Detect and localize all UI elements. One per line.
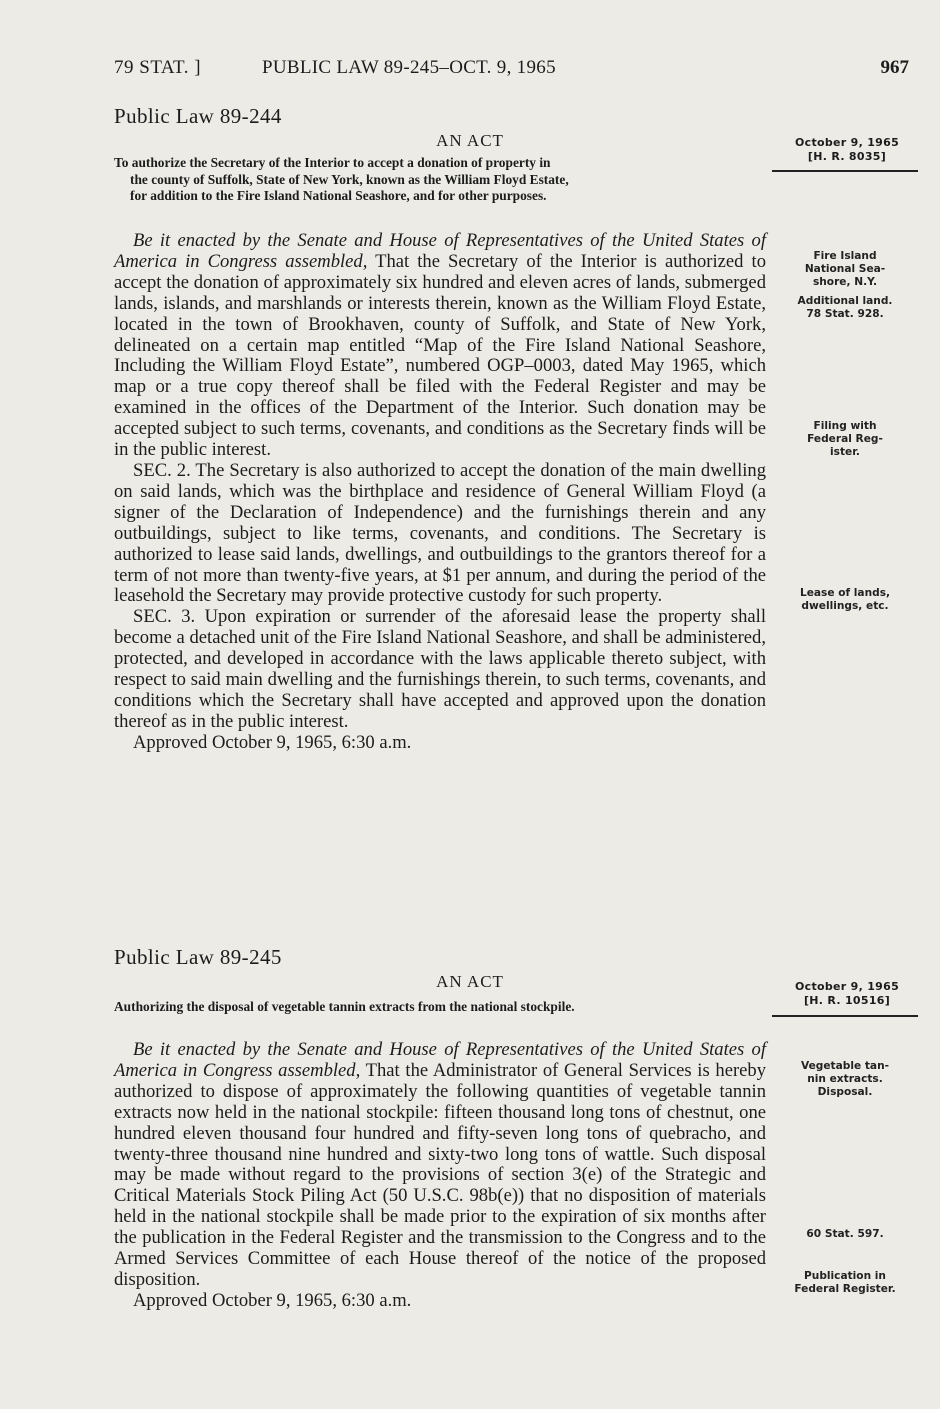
law1-purpose xyxy=(114,155,766,205)
running-header xyxy=(114,57,909,87)
law2-date-rule xyxy=(772,1015,918,1017)
law2-an-act: AN ACT xyxy=(436,972,504,991)
law1-section-1-text: That the Secretary of the Interior is authorized to accept the donation of approximately six hundred and eleven acres of lands, submerged lands, islands, and marshlands or interests therein, known as the William Floyd Estate, located in the town of Brookhaven, county of Suffolk, and State of New York, delineated on a certain map entitled “Map of the Fire Island National Seashore, Including the William Floyd Estate”, numbered OGP–0003, dated May 1965, which map or a true copy thereof shall be filed with the Federal Register and may be examined in the offices of the Department of the Interior. Such donation may be accepted subject to such terms, covenants, and conditions as the Secretary finds will be in the public interest. xyxy=(114,250,767,461)
law2-approved: Approved October 9, 1965, 6:30 a.m. xyxy=(133,1289,412,1311)
law2-title: Public Law 89-245 xyxy=(114,945,282,969)
note-additional-land: Additional land. 78 Stat. 928. xyxy=(797,295,893,320)
volume-reference: 79 STAT. ] xyxy=(114,57,202,78)
law2-enacting-clause: Be it enacted by the Senate and House of Representatives of the United States of America in Congress assembled, xyxy=(114,1039,766,1081)
law1-enacting-clause: Be it enacted by the Senate and House of Representatives of the United States of America in Congress assembled, xyxy=(114,230,766,272)
law1-section-2: SEC. 2. The Secretary is also authorized to accept the donation of the main dwelling on said lands, which was the birthplace and residence of General William Floyd (a signer of the Declaration of Independence) and the furnishings therein and any outbuildings, subject to like terms, covenants, and conditions. The Secretary is authorized to lease said lands, dwellings, and outbuildings to the grantors thereof for a term of not more than twenty-five years, at $1 per annum, and during the period of the leasehold the Secretary may provide protective custody for such property. xyxy=(114,459,766,607)
page-number: 967 xyxy=(880,57,909,78)
law1-approved: Approved October 9, 1965, 6:30 a.m. xyxy=(133,731,412,753)
note-fire-island: Fire Island National Sea- shore, N.Y. xyxy=(804,250,886,288)
law1-an-act: AN ACT xyxy=(436,131,504,150)
law2-section-text: That the Administrator of General Services is hereby authorized to dispose of approximately the following quantities of vegetable tannin extracts now held in the national stockpile: fifteen thousand long tons of chestnut, one hundred eleven thousand four hundred and fifty-seven long tons of quebracho, and twenty-three thousand nine hundred and sixty-two long tons of wattle. Such disposal may be made without regard to the provisions of section 3(e) of the Strategic and Critical Materials Stock Piling Act (50 U.S.C. 98b(e)) that no disposition of materials held in the national stockpile shall be made prior to the expiration of six months after the publication in the Federal Register and the transmission to the Congress and to the Armed Services Committee of each House thereof of the notice of the proposed disposition. xyxy=(114,1059,766,1290)
law1-date: October 9, 1965 xyxy=(794,136,900,149)
law1-section-1 xyxy=(114,231,766,461)
law1-purpose-line: To authorize the Secretary of the Interior to accept a donation of property in xyxy=(114,155,551,170)
law1-bill-number: [H. R. 8035] xyxy=(807,150,887,163)
law1-section-3: SEC. 3. Upon expiration or surrender of the aforesaid lease the property shall become a detached unit of the Fire Island National Seashore, and shall be administered, protected, and developed in accordance with the laws applicable thereto subject, with respect to said main dwelling and the furnishings therein, to such terms, covenants, and conditions which the Secretary shall have accepted and approved upon the donation thereof as in the public interest. xyxy=(114,606,766,732)
law2-body xyxy=(114,1040,766,1312)
note-60-stat: 60 Stat. 597. xyxy=(806,1228,884,1240)
law2-purpose: Authorizing the disposal of vegetable tannin extracts from the national stockpile. xyxy=(114,999,575,1014)
law1-purpose-line: for addition to the Fire Island National Seashore, and for other purposes. xyxy=(130,188,547,203)
law2-date: October 9, 1965 xyxy=(794,980,900,993)
law1-purpose-line: the county of Suffolk, State of New York, known as the William Floyd Estate, xyxy=(130,171,569,187)
law1-body xyxy=(114,231,766,754)
law2-bill-number: [H. R. 10516] xyxy=(803,994,891,1007)
law1-title: Public Law 89-244 xyxy=(114,104,282,128)
law2-section xyxy=(114,1040,766,1291)
law1-date-box xyxy=(776,136,918,164)
note-publication: Publication in Federal Register. xyxy=(794,1270,896,1295)
note-vegetable-tannin: Vegetable tan- nin extracts. Disposal. xyxy=(800,1060,890,1098)
running-title: PUBLIC LAW 89-245–OCT. 9, 1965 xyxy=(262,57,556,78)
note-filing: Filing with Federal Reg- ister. xyxy=(807,420,883,458)
law2-date-box xyxy=(776,980,918,1008)
law1-date-rule xyxy=(772,170,918,172)
note-lease: Lease of lands, dwellings, etc. xyxy=(799,587,891,612)
